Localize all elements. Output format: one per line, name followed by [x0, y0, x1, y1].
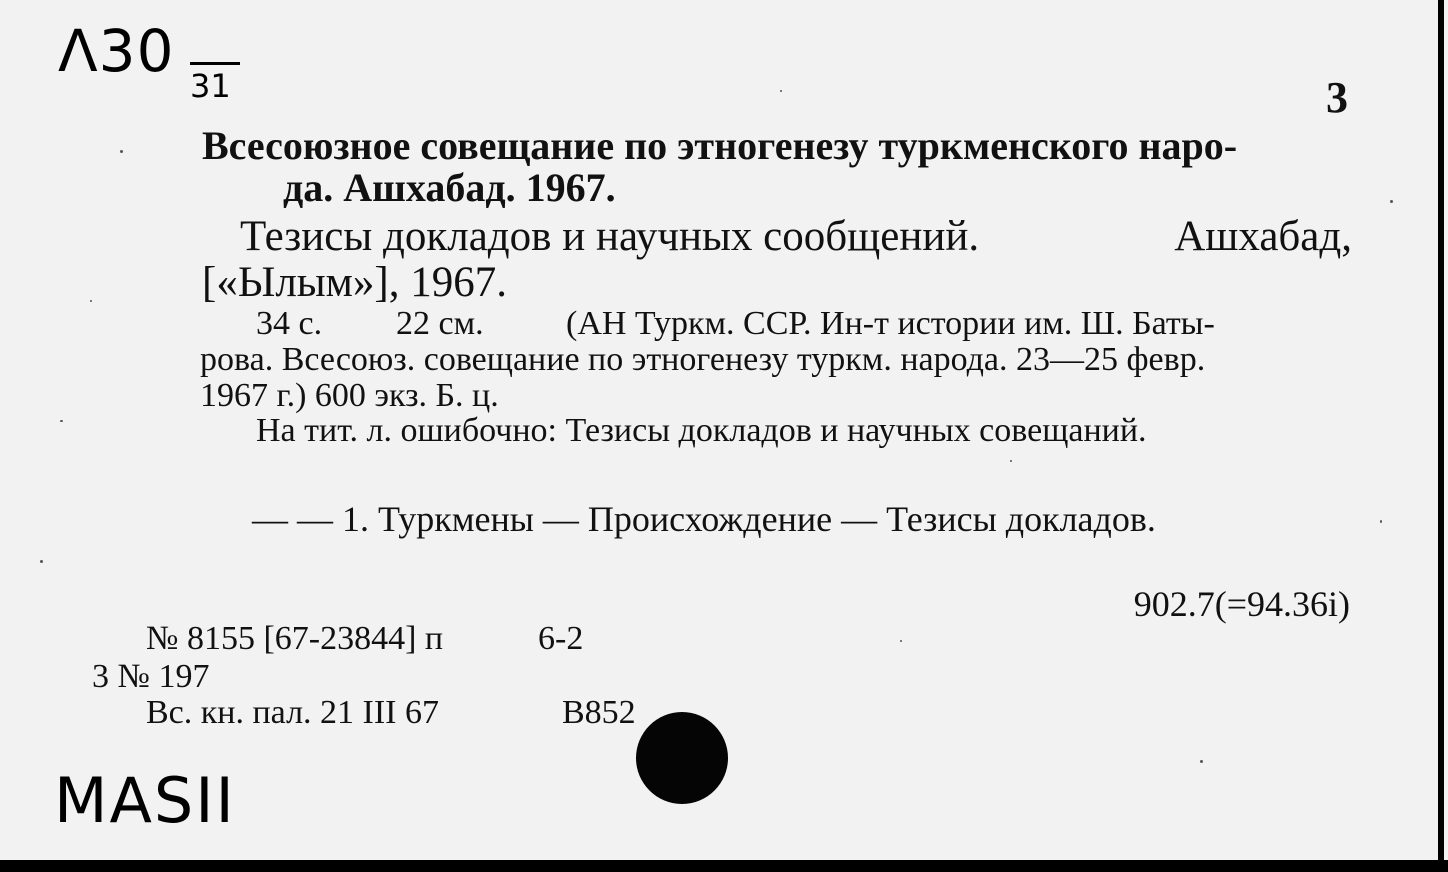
card-number: 3 — [1326, 73, 1348, 122]
handwritten-shelfmark: Λ30 — [58, 17, 175, 85]
subtitle-line-1: Тезисы докладов и научных сообщений. — [240, 213, 980, 260]
scan-speck — [120, 150, 123, 153]
scan-speck — [1380, 520, 1382, 523]
dimensions: 22 см. — [396, 305, 484, 342]
series-note-line-3: 1967 г.) 600 экз. Б. ц. — [200, 377, 499, 414]
scan-speck — [1010, 460, 1012, 462]
scan-speck — [900, 640, 902, 642]
handwritten-fraction-line — [190, 62, 240, 65]
publication-place: Ашхабад, — [1174, 213, 1352, 260]
scan-speck — [780, 90, 782, 92]
scan-speck — [1390, 200, 1393, 203]
card-border-right — [1438, 0, 1444, 860]
publisher-year: [«Ылым»], 1967. — [202, 259, 507, 306]
chamber-date: Вс. кн. пал. 21 III 67 — [146, 694, 440, 731]
scan-speck — [40, 560, 43, 563]
scan-speck — [60, 420, 63, 422]
handwritten-stamp: MASII — [54, 764, 236, 837]
order-code: 6-2 — [538, 620, 584, 657]
classification-code: 902.7(=94.36i) — [1133, 584, 1350, 624]
title-line-1: Всесоюзное совещание по этногенезу туркменского наро- — [202, 123, 1238, 168]
handwritten-shelfmark-number: 31 — [190, 67, 231, 105]
page-count: 34 с. — [256, 305, 323, 342]
order-number: № 8155 [67-23844] п — [146, 620, 444, 657]
punch-hole — [636, 712, 728, 804]
series-note-line-1: (АН Туркм. ССР. Ин-т истории им. Ш. Баты- — [566, 305, 1215, 342]
title-page-note: На тит. л. ошибочно: Тезисы докладов и научных совещаний. — [256, 412, 1147, 449]
order-line-2: 3 № 197 — [92, 658, 210, 695]
subject-heading: — — 1. Туркмены — Происхождение — Тезисы докладов. — [252, 499, 1156, 539]
scan-speck — [1200, 760, 1203, 763]
scan-speck — [90, 300, 92, 302]
title-line-2: да. Ашхабад. 1967. — [283, 165, 616, 210]
chamber-code: B852 — [562, 694, 636, 731]
series-note-line-2: рова. Всесоюз. совещание по этногенезу туркм. народа. 23—25 февр. — [200, 341, 1206, 378]
card-border-bottom — [0, 860, 1448, 872]
